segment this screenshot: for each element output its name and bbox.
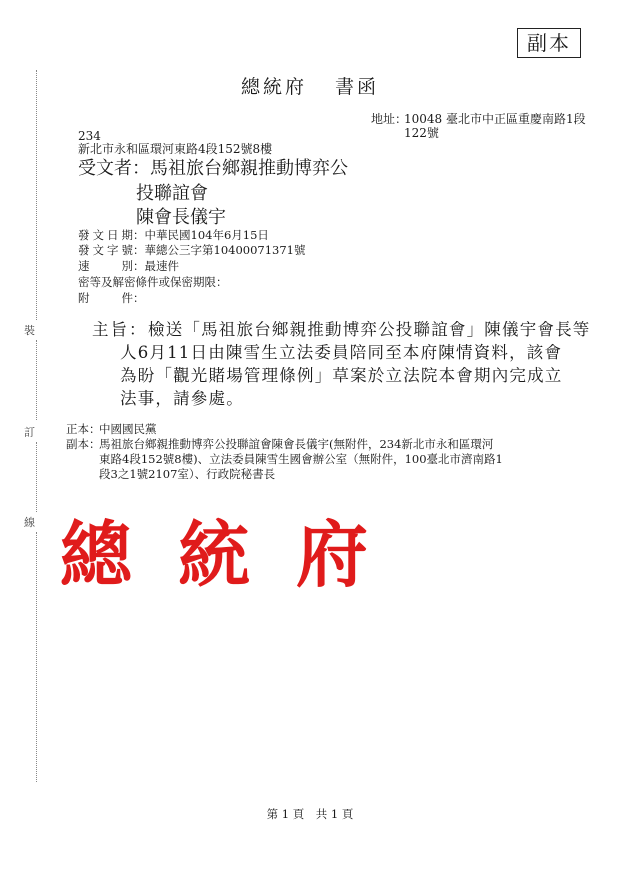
original-value: 中國國民黨 (99, 422, 157, 436)
meta-classification-label: 密等及解密條件或保密期限 (78, 275, 216, 289)
copy-stamp: 副本 (517, 28, 581, 58)
meta-date-value: 中華民國104年6月15日 (144, 228, 269, 242)
recipient-line2: 投聯誼會 (136, 183, 208, 204)
recipient-label: 受文者： (78, 158, 150, 179)
cc-line-1 (66, 437, 493, 451)
recipient-zip: 234 (78, 129, 101, 143)
sender-address-line2: 122號 (404, 126, 439, 140)
meta-attachment: 附 件： (78, 291, 145, 305)
meta-priority-value: 最速件 (144, 259, 179, 273)
meta-doc-number: 發文字號：華總公三字第10400071371號 (78, 243, 306, 257)
cc-text-1: 馬祖旅台鄉親推動博弈公投聯誼會陳會長儀宇(無附件，234新北市永和區環河 (99, 437, 494, 451)
binding-line-mid (36, 340, 37, 420)
cc-line-3: 段3之1號2107室）、行政院秘書長 (99, 467, 276, 481)
meta-date: 發文日期：中華民國104年6月15日 (78, 228, 269, 242)
sender-address-line1: 10048 臺北市中正區重慶南路1段 (404, 112, 586, 126)
subject-line-4: 法事，請參處。 (120, 389, 244, 408)
meta-doc-number-value: 華總公三字第10400071371號 (144, 243, 306, 257)
binding-line-lower (36, 442, 37, 512)
document-title (0, 72, 620, 99)
sender-address (371, 112, 586, 127)
cc-line-2: 東路4段152號8樓)、立法委員陳雪生國會辦公室（無附件，100臺北市濟南路1 (99, 452, 503, 466)
page-footer: 第 1 頁 共 1 頁 (266, 807, 354, 821)
meta-attachment-label: 附 件 (78, 291, 133, 305)
subject-line-1: 檢送「馬祖旅台鄉親推動博弈公投聯誼會」陳儀宇會長等 (148, 320, 591, 339)
binding-line-top (36, 70, 37, 320)
recipient-street: 新北市永和區環河東路4段152號8樓 (78, 142, 273, 156)
sender-address-label: 地址： (371, 112, 408, 126)
original-label: 正本： (66, 422, 101, 436)
meta-date-label: 發文日期 (78, 228, 133, 242)
title-type: 書函 (335, 76, 380, 98)
subject-line-3: 為盼「觀光賭場管理條例」草案於立法院本會期內完成立 (120, 366, 563, 385)
binding-line-bottom (36, 532, 37, 782)
meta-doc-number-label: 發文字號 (78, 243, 133, 257)
original-recipient (66, 422, 157, 436)
subject-line-2: 人6月11日由陳雪生立法委員陪同至本府陳情資料，該會 (120, 343, 563, 362)
subject-label: 主旨： (92, 320, 148, 339)
recipient-line1 (78, 157, 348, 181)
cc-label: 副本： (66, 437, 101, 451)
meta-priority-label: 速 別 (78, 259, 133, 273)
presidential-seal: 總統府 (60, 512, 415, 597)
title-org: 總統府 (240, 76, 307, 98)
margin-mark-line: 線 (24, 516, 35, 529)
margin-mark-staple: 訂 (24, 426, 35, 439)
meta-priority: 速 別：最速件 (78, 259, 179, 273)
recipient-line3: 陳會長儀宇 (136, 207, 226, 228)
recipient-name-1: 馬祖旅台鄉親推動博弈公 (150, 158, 348, 179)
meta-classification: 密等及解密條件或保密期限： (78, 275, 228, 289)
margin-mark-bind: 裝 (24, 324, 35, 337)
